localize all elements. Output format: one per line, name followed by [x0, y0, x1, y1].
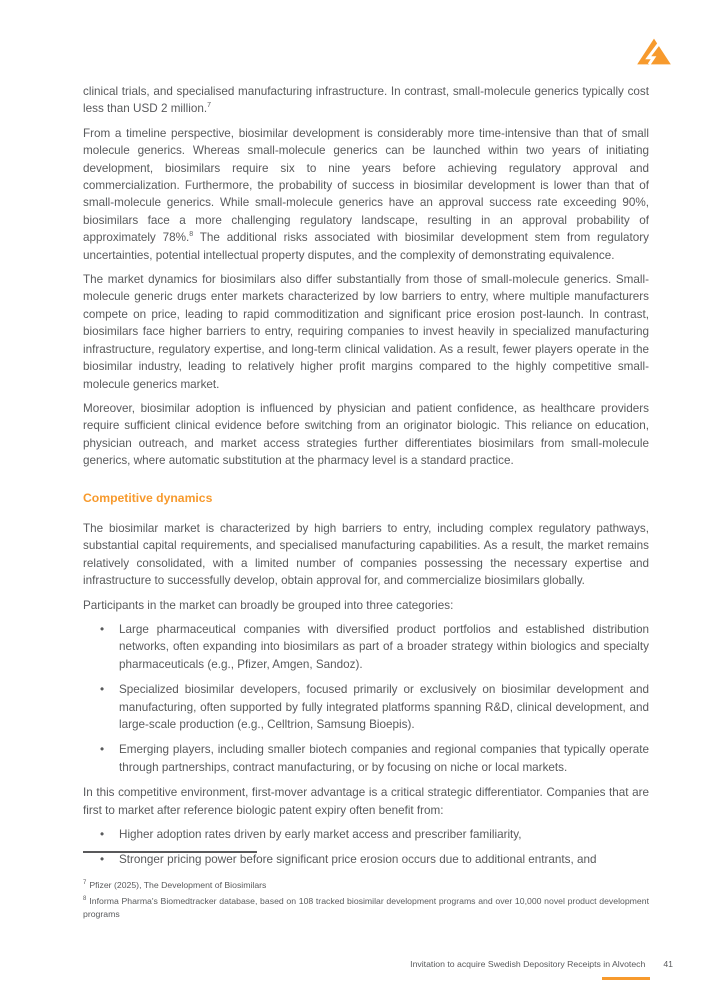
footnote-number: 7	[83, 880, 87, 886]
bullet-icon: •	[100, 828, 105, 842]
list-item-text: Large pharmaceutical companies with diversified product portfolios and established distribution networks, often expanding into biosimilars as part of a broader strategy within biologics and specialty pharmaceuticals (e.g., Pfizer, Amgen, Sandoz).	[119, 622, 649, 671]
list-item-specialized-developers	[83, 681, 649, 733]
paragraph-first-mover: In this competitive environment, first-mover advantage is a critical strategic differentiator. Companies that are first to market after reference biologic patent expiry often benefit from:	[83, 786, 649, 817]
bullet-icon: •	[100, 743, 105, 757]
footnote-ref-8: 8	[189, 231, 194, 239]
page-number: 41	[663, 959, 673, 969]
list-item-text: Emerging players, including smaller biotech companies and regional companies that typically operate through partnerships, contract manufacturing, or by focusing on niche or local markets.	[119, 743, 649, 774]
paragraph-timeline	[83, 125, 649, 264]
paragraph-barriers: The biosimilar market is characterized by high barriers to entry, including complex regulatory pathways, substantial capital requirements, and specialised manufacturing capabilities. As a result, the market remains relatively consolidated, with a limited number of companies possessing the necessary expertise and infrastructure to successfully develop, obtain approval for, and commercialize biosimilars globally.	[83, 521, 649, 588]
footnote-7	[83, 877, 649, 893]
list-item-higher-adoption	[83, 826, 649, 843]
bullet-icon: •	[100, 622, 105, 636]
footnote-8	[83, 893, 649, 922]
footnote-number: 8	[83, 895, 87, 902]
bullet-icon: •	[100, 683, 105, 697]
paragraph-cost	[83, 83, 649, 118]
page-body	[83, 83, 649, 877]
paragraph-participants: Participants in the market can broadly be grouped into three categories:	[83, 598, 454, 612]
bullet-icon: •	[100, 853, 105, 867]
footnote-divider	[83, 851, 257, 853]
paragraph-adoption: Moreover, biosimilar adoption is influenced by physician and patient confidence, as healthcare providers require sufficient clinical evidence before switching from an originator biologic. This reliance on education, physician outreach, and market access strategies further differentiates biosimilars from small-molecule generics, where automatic substitution at the pharmacy level is a standard practice.	[83, 401, 649, 468]
list-item-emerging-players	[83, 741, 649, 776]
section-heading-competitive-dynamics: Competitive dynamics	[83, 490, 213, 505]
footnote-text: Pfizer (2025), The Development of Biosimilars	[89, 879, 267, 890]
footer-accent-line	[602, 977, 650, 980]
paragraph-market-dynamics: The market dynamics for biosimilars also differ substantially from those of small-molecule generics. Small-molecule generic drugs enter markets characterized by low barriers to entry, where multiple manufacturers compete on price, leading to rapid commoditization and significant price erosion post-launch. In contrast, biosimilars face higher barriers to entry, requiring companies to invest heavily in specialized manufacturing infrastructure, regulatory expertise, and long-term clinical validation. As a result, fewer players operate in the biosimilar industry, leading to relatively higher profit margins compared to the highly competitive small-molecule generics market.	[83, 273, 649, 391]
list-item-large-pharma	[83, 621, 649, 673]
list-item-text: Specialized biosimilar developers, focused primarily or exclusively on biosimilar development and manufacturing, often supported by fully integrated platforms spanning R&D, clinical development, and large-scale production (e.g., Celltrion, Samsung Bioepis).	[119, 683, 649, 731]
footnote-ref-7: 7	[207, 102, 211, 110]
alvotech-logo-icon	[636, 36, 672, 67]
paragraph-text: From a timeline perspective, biosimilar development is considerably more time-intensive than that of small molecule generics. Whereas small-molecule generics can be launched within two years of initiating development, biosimilars require six to nine years before achieving regulatory approval and commercialization. Furthermore, the probability of success in biosimilar development is lower than that of small-molecule generics. While small-molecule generics have an approval success rate exceeding 90%, biosimilars face a more challenging regulatory landscape, resulting in an approval probability of approximately 78%.	[83, 126, 649, 245]
paragraph-text: The additional risks associated with biosimilar development stem from regulatory uncertainties, potential intellectual property disputes, and the complexity of demonstrating equivalence.	[83, 231, 649, 262]
page-footer	[410, 959, 673, 969]
list-item-text: Higher adoption rates driven by early market access and prescriber familiarity,	[119, 828, 522, 842]
paragraph-text: clinical trials, and specialised manufacturing infrastructure. In contrast, small-molecule generics typically cost less than USD 2 million.	[83, 85, 649, 116]
footer-title: Invitation to acquire Swedish Depository Receipts in Alvotech	[410, 959, 646, 969]
list-item-text: Stronger pricing power before significant price erosion occurs due to additional entrants, and	[119, 853, 597, 867]
footnote-text: Informa Pharma's Biomedtracker database, based on 108 tracked biosimilar development programs and over 10,000 novel product development programs	[83, 895, 649, 920]
footnotes	[83, 851, 649, 922]
